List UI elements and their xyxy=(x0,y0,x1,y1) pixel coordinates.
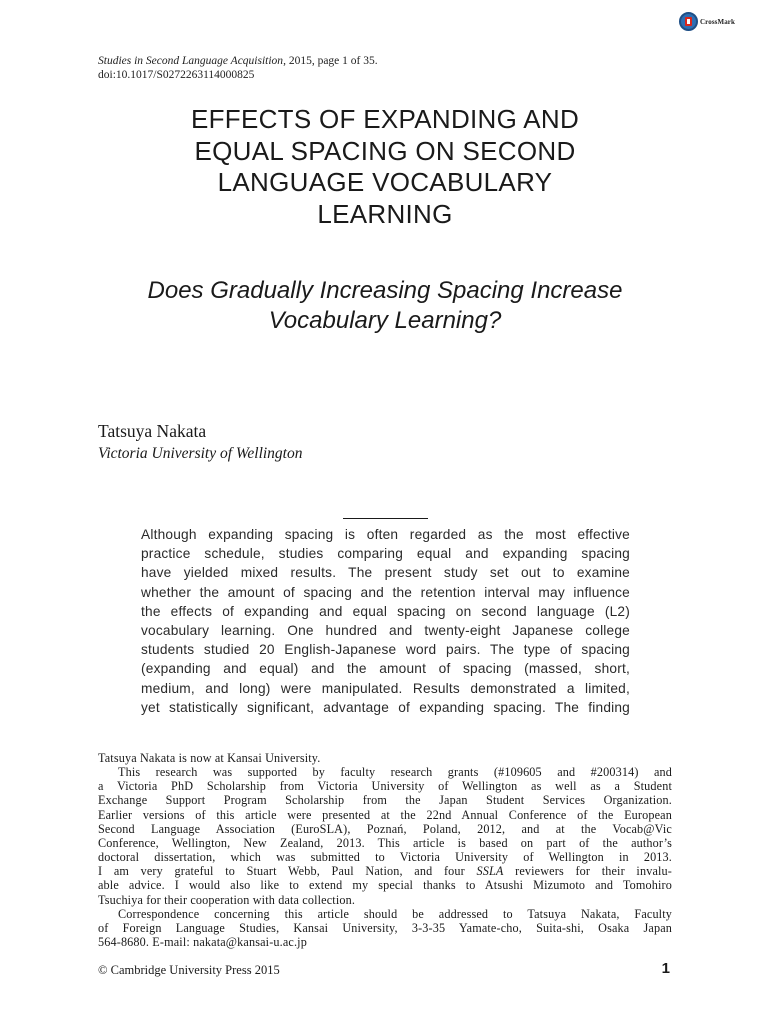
crossmark-icon xyxy=(679,12,698,31)
note-line: Second Language Association (EuroSLA), Poznań, Poland, 2012, and at the Vocab@Vic xyxy=(98,821,672,836)
abstract-line: vocabulary learning. One hundred and twenty-eight Japanese college xyxy=(141,623,630,639)
note-text: reviewers for their invalu- xyxy=(503,864,672,879)
correspondence-email[interactable]: 564-8680. E-mail: nakata@kansai-u.ac.jp xyxy=(98,935,307,950)
crossmark-label: CrossMark xyxy=(700,17,735,26)
abstract-line: students studied 20 English-Japanese word pairs. The type of spacing xyxy=(141,642,630,658)
journal-line xyxy=(98,55,378,69)
abstract-line: practice schedule, studies comparing equal and expanding spacing xyxy=(141,546,630,562)
note-line: able advice. I would also like to extend my special thanks to Atsushi Mizumoto and Tomohiro xyxy=(98,878,672,893)
note-line: doctoral dissertation, which was submitted to Victoria University of Wellington in 2013. xyxy=(98,850,672,865)
author-name: Tatsuya Nakata xyxy=(98,421,207,441)
title-line: LANGUAGE VOCABULARY xyxy=(217,167,553,197)
author-note xyxy=(98,751,672,949)
doi[interactable]: doi:10.1017/S0272263114000825 xyxy=(98,68,255,81)
article-title xyxy=(110,104,660,230)
article-subtitle xyxy=(90,276,680,335)
abstract xyxy=(141,525,630,717)
note-line: Tsuchiya for their cooperation with data collection. xyxy=(98,892,356,907)
title-line: EQUAL SPACING ON SECOND xyxy=(194,135,576,166)
journal-details: , 2015, page 1 of 35. xyxy=(283,55,378,67)
crossmark-badge[interactable] xyxy=(679,12,735,31)
title-line: LEARNING xyxy=(317,198,453,229)
copyright: © Cambridge University Press 2015 xyxy=(98,963,280,977)
note-line: Earlier versions of this article were presented at the 22nd Annual Conference of the European xyxy=(98,807,672,822)
note-line: of Foreign Language Studies, Kansai University, 3-3-35 Yamate-cho, Suita-shi, Osaka Japan xyxy=(98,920,672,935)
journal-name: Studies in Second Language Acquisition xyxy=(98,55,284,67)
note-text: I am very grateful to Stuart Webb, Paul Nation, and four xyxy=(98,864,477,879)
subtitle-line: Vocabulary Learning? xyxy=(268,306,502,334)
note-line xyxy=(98,864,672,878)
subtitle-line: Does Gradually Increasing Spacing Increase xyxy=(147,277,623,304)
abstract-line: whether the amount of spacing and the retention interval may influence xyxy=(141,584,630,600)
abstract-line: have yielded mixed results. The present study set out to examine xyxy=(141,565,630,581)
note-line: This research was supported by faculty research grants (#109605 and #200314) and xyxy=(118,765,672,780)
author-affiliation: Victoria University of Wellington xyxy=(98,445,303,462)
journal-citation xyxy=(98,55,378,82)
note-line: a Victoria PhD Scholarship from Victoria University of Wellington as well as a Student xyxy=(98,779,672,794)
divider xyxy=(343,518,428,519)
abstract-line: medium, and long) were manipulated. Results demonstrated a limited, xyxy=(141,680,630,696)
abstract-line: the effects of expanding and equal spacing on second language (L2) xyxy=(141,603,630,619)
page-number: 1 xyxy=(661,960,670,977)
note-line: Exchange Support Program Scholarship from the Japan Student Services Organization. xyxy=(98,793,672,808)
note-line: Tatsuya Nakata is now at Kansai University. xyxy=(98,751,321,765)
title-line: EFFECTS OF EXPANDING AND xyxy=(190,104,580,134)
abstract-line: Although expanding spacing is often regarded as the most effective xyxy=(141,527,630,542)
abstract-line: (expanding and equal) and the amount of spacing (massed, short, xyxy=(141,661,630,677)
abstract-line: yet statistically significant, advantage of expanding spacing. The finding xyxy=(141,699,630,715)
note-line: Conference, Wellington, New Zealand, 2013. This article is based on part of the author’s xyxy=(98,835,672,850)
journal-abbrev: SSLA xyxy=(476,864,504,879)
note-line: Correspondence concerning this article should be addressed to Tatsuya Nakata, Faculty xyxy=(118,906,672,921)
